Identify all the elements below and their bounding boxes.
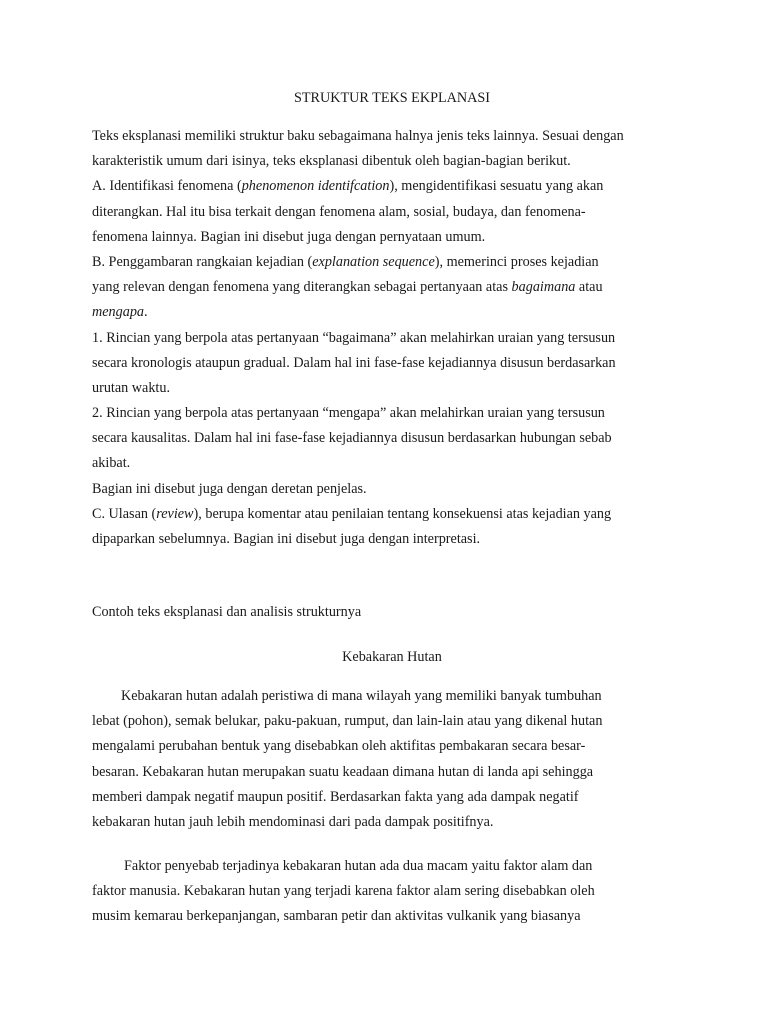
text-run: ), berupa komentar atau penilaian tentang konsekuensi atas kejadian yang bbox=[193, 505, 612, 522]
example-heading: Contoh teks eksplanasi dan analisis strukturnya bbox=[92, 604, 362, 620]
paragraph-line: besaran. Kebakaran hutan merupakan suatu keadaan dimana hutan di landa api sehingga bbox=[92, 763, 594, 780]
paragraph-line: Faktor penyebab terjadinya kebakaran hutan ada dua macam yaitu faktor alam dan bbox=[124, 858, 593, 874]
italic-term: explanation sequence bbox=[312, 253, 435, 270]
point-a-line: fenomena lainnya. Bagian ini disebut juga dengan pernyataan umum. bbox=[92, 228, 486, 245]
intro-line: Teks eksplanasi memiliki struktur baku sebagaimana halnya jenis teks lainnya. Sesuai dengan bbox=[92, 128, 624, 144]
example-title-block bbox=[92, 645, 692, 670]
italic-term: mengapa bbox=[92, 304, 145, 321]
point-b-line bbox=[92, 300, 692, 325]
point-a-line bbox=[92, 174, 692, 199]
point-b-summary: Bagian ini disebut juga dengan deretan penjelas. bbox=[92, 480, 367, 497]
paragraph-line: mengalami perubahan bentuk yang disebabkan oleh aktifitas pembakaran secara besar- bbox=[92, 738, 586, 755]
example-title: Kebakaran Hutan bbox=[342, 649, 442, 665]
subpoint-2-line: 2. Rincian yang berpola atas pertanyaan “mengapa” akan melahirkan uraian yang tersusun bbox=[92, 405, 605, 422]
italic-term: bagaimana bbox=[511, 279, 576, 296]
subpoint-2-line: akibat. bbox=[92, 455, 131, 472]
intro-section bbox=[92, 124, 692, 552]
text-run: ), mengidentifikasi sesuatu yang akan bbox=[389, 178, 604, 195]
point-a-line: diterangkan. Hal itu bisa terkait dengan fenomena alam, sosial, budaya, dan fenomena- bbox=[92, 203, 586, 220]
document-page bbox=[92, 0, 692, 1024]
italic-term: phenomenon identifcation bbox=[241, 178, 390, 195]
text-run: atau bbox=[575, 279, 603, 296]
paragraph-line: kebakaran hutan jauh lebih mendominasi dari pada dampak positifnya. bbox=[92, 813, 494, 830]
text-run: B. Penggambaran rangkaian kejadian ( bbox=[92, 253, 313, 270]
point-b-line bbox=[92, 250, 692, 275]
text-run: ), memerinci proses kejadian bbox=[434, 253, 599, 270]
point-c-line: dipaparkan sebelumnya. Bagian ini disebut juga dengan interpretasi. bbox=[92, 531, 481, 547]
example-heading-block bbox=[92, 600, 692, 625]
paragraph-line: Kebakaran hutan adalah peristiwa di mana wilayah yang memiliki banyak tumbuhan bbox=[121, 688, 602, 704]
paragraph-line: faktor manusia. Kebakaran hutan yang terjadi karena faktor alam sering disebabkan oleh bbox=[92, 883, 595, 900]
subpoint-1-line: secara kronologis ataupun gradual. Dalam hal ini fase-fase kejadiannya disusun berdasarkan bbox=[92, 354, 616, 371]
intro-line: karakteristik umum dari isinya, teks eksplanasi dibentuk oleh bagian-bagian berikut. bbox=[92, 153, 571, 170]
italic-term: review bbox=[156, 505, 194, 522]
paragraph-2 bbox=[92, 854, 692, 930]
point-b-line bbox=[92, 275, 692, 300]
text-run: A. Identifikasi fenomena ( bbox=[92, 178, 242, 195]
document-title: STRUKTUR TEKS EKPLANASI bbox=[293, 90, 490, 106]
paragraph-1 bbox=[92, 684, 692, 835]
subpoint-2-line: secara kausalitas. Dalam hal ini fase-fase kejadiannya disusun berdasarkan hubungan sebab bbox=[92, 430, 612, 447]
point-c-line bbox=[92, 502, 692, 527]
paragraph-line: musim kemarau berkepanjangan, sambaran petir dan aktivitas vulkanik yang biasanya bbox=[92, 908, 581, 925]
text-run: yang relevan dengan fenomena yang diterangkan sebagai pertanyaan atas bbox=[92, 279, 512, 296]
subpoint-1-line: 1. Rincian yang berpola atas pertanyaan “bagaimana” akan melahirkan uraian yang tersusun bbox=[92, 329, 616, 346]
subpoint-1-line: urutan waktu. bbox=[92, 379, 171, 396]
paragraph-line: lebat (pohon), semak belukar, paku-pakuan, rumput, dan lain-lain atau yang dikenal hutan bbox=[92, 713, 603, 730]
paragraph-line: memberi dampak negatif maupun positif. Berdasarkan fakta yang ada dampak negatif bbox=[92, 788, 579, 805]
text-run: C. Ulasan ( bbox=[92, 505, 157, 522]
text-run: . bbox=[144, 304, 148, 321]
